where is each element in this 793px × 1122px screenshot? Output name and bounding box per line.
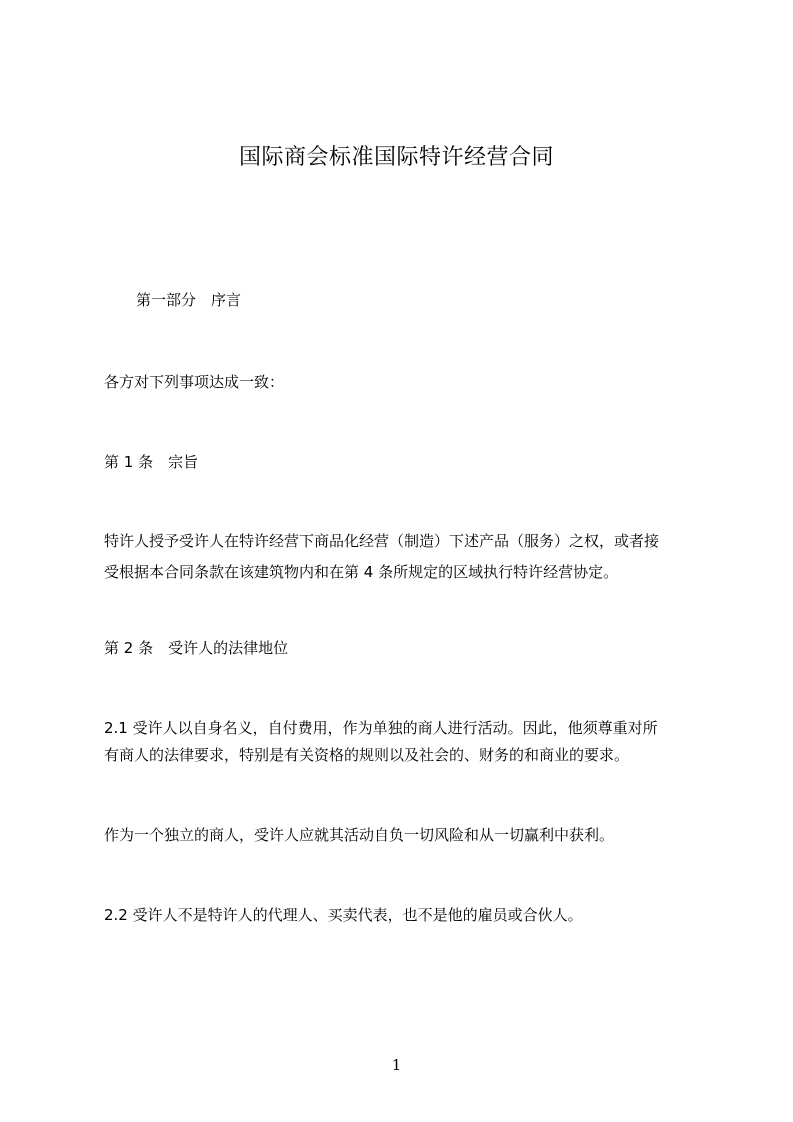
clause-2-1-line-1: 2.1 受许人以自身名义，自付费用，作为单独的商人进行活动。因此，他须尊重对所 [104, 719, 658, 737]
part-heading: 第一部分 序言 [136, 291, 242, 309]
article-1-text-line-1: 特许人授予受许人在特许经营下商品化经营（制造）下述产品（服务）之权，或者接 [104, 532, 660, 550]
article-2-heading: 第 2 条 受许人的法律地位 [104, 639, 289, 657]
article-1-text-line-2: 受根据本合同条款在该建筑物内和在第 4 条所规定的区域执行特许经营协定。 [104, 563, 619, 581]
article-1-heading: 第 1 条 宗旨 [104, 453, 199, 471]
clause-2-2: 2.2 受许人不是特许人的代理人、买卖代表，也不是他的雇员或合伙人。 [104, 906, 583, 924]
clause-2-1-line-2: 有商人的法律要求，特别是有关资格的规则以及社会的、财务的和商业的要求。 [104, 746, 630, 764]
document-title: 国际商会标准国际特许经营合同 [238, 145, 554, 170]
page-number: 1 [391, 1056, 402, 1074]
intro-text: 各方对下列事项达成一致： [104, 373, 285, 391]
clause-2-1-paragraph-2: 作为一个独立的商人，受许人应就其活动自负一切风险和从一切赢利中获利。 [104, 826, 615, 844]
